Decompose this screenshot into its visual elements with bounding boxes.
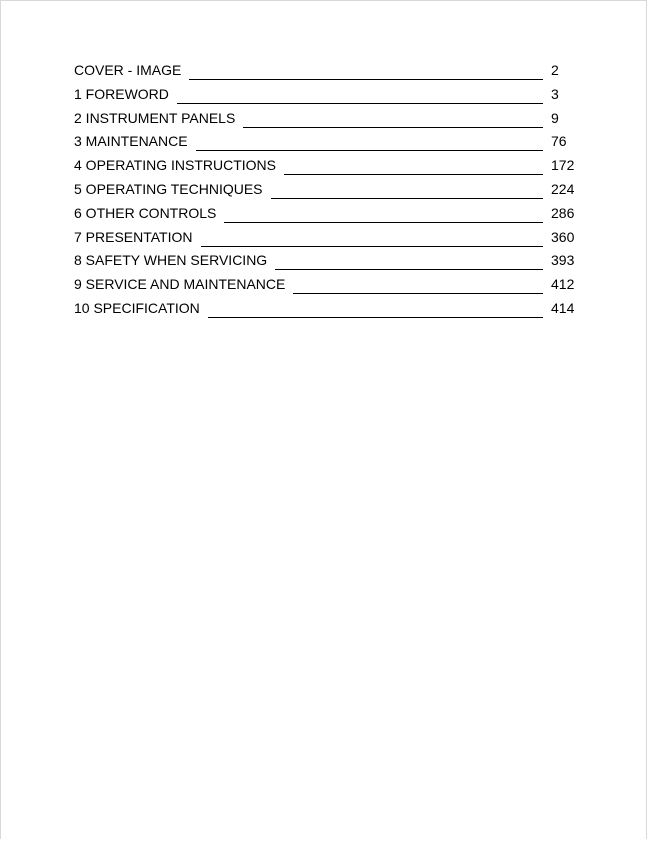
- toc-entry-title: 3 MAINTENANCE: [74, 133, 188, 150]
- toc-entry-instrument-panels[interactable]: [74, 107, 579, 131]
- toc-entry-title: 7 PRESENTATION: [74, 228, 193, 245]
- toc-leader-line: [243, 127, 543, 128]
- toc-entry-title: 9 SERVICE AND MAINTENANCE: [74, 276, 286, 293]
- toc-leader-line: [284, 174, 543, 175]
- toc-entry-safety-when-servicing[interactable]: [74, 249, 579, 273]
- toc-leader-line: [208, 317, 543, 318]
- toc-entry-page: 76: [551, 133, 567, 150]
- toc-entry-title: 6 OTHER CONTROLS: [74, 204, 217, 221]
- toc-entry-presentation[interactable]: [74, 226, 579, 250]
- toc-entry-title: 5 OPERATING TECHNIQUES: [74, 180, 263, 197]
- toc-entry-page: 2: [551, 62, 559, 78]
- toc-entry-operating-techniques[interactable]: [74, 178, 579, 202]
- toc-entry-page: 224: [551, 180, 575, 197]
- toc-entry-page: 9: [551, 109, 559, 126]
- toc-entry-title: 4 OPERATING INSTRUCTIONS: [74, 157, 276, 174]
- toc-entry-foreword[interactable]: [74, 83, 579, 107]
- toc-entry-title: COVER - IMAGE: [74, 62, 182, 78]
- toc-entry-page: 3: [551, 85, 559, 102]
- toc-entry-service-and-maintenance[interactable]: [74, 273, 579, 297]
- toc-entry-specification[interactable]: [74, 297, 579, 321]
- toc-entry-page: 172: [551, 157, 575, 174]
- table-of-contents: [74, 59, 579, 321]
- toc-entry-page: 393: [551, 252, 575, 269]
- toc-entry-title: 10 SPECIFICATION: [74, 299, 200, 316]
- toc-leader-line: [201, 246, 543, 247]
- toc-entry-page: 414: [551, 299, 575, 316]
- toc-leader-line: [177, 103, 543, 104]
- toc-leader-line: [293, 293, 543, 294]
- toc-entry-page: 360: [551, 228, 575, 245]
- toc-entry-cover-image[interactable]: [74, 59, 579, 83]
- toc-entry-title: 2 INSTRUMENT PANELS: [74, 109, 236, 126]
- toc-entry-operating-instructions[interactable]: [74, 154, 579, 178]
- toc-leader-line: [224, 222, 543, 223]
- toc-entry-other-controls[interactable]: [74, 202, 579, 226]
- toc-entry-title: 1 FOREWORD: [74, 85, 169, 102]
- toc-leader-line: [275, 269, 543, 270]
- toc-entry-title: 8 SAFETY WHEN SERVICING: [74, 252, 268, 269]
- toc-leader-line: [196, 150, 543, 151]
- toc-entry-page: 412: [551, 276, 575, 293]
- toc-leader-line: [271, 198, 543, 199]
- toc-entry-page: 286: [551, 204, 575, 221]
- toc-leader-line: [189, 79, 543, 80]
- toc-entry-maintenance[interactable]: [74, 130, 579, 154]
